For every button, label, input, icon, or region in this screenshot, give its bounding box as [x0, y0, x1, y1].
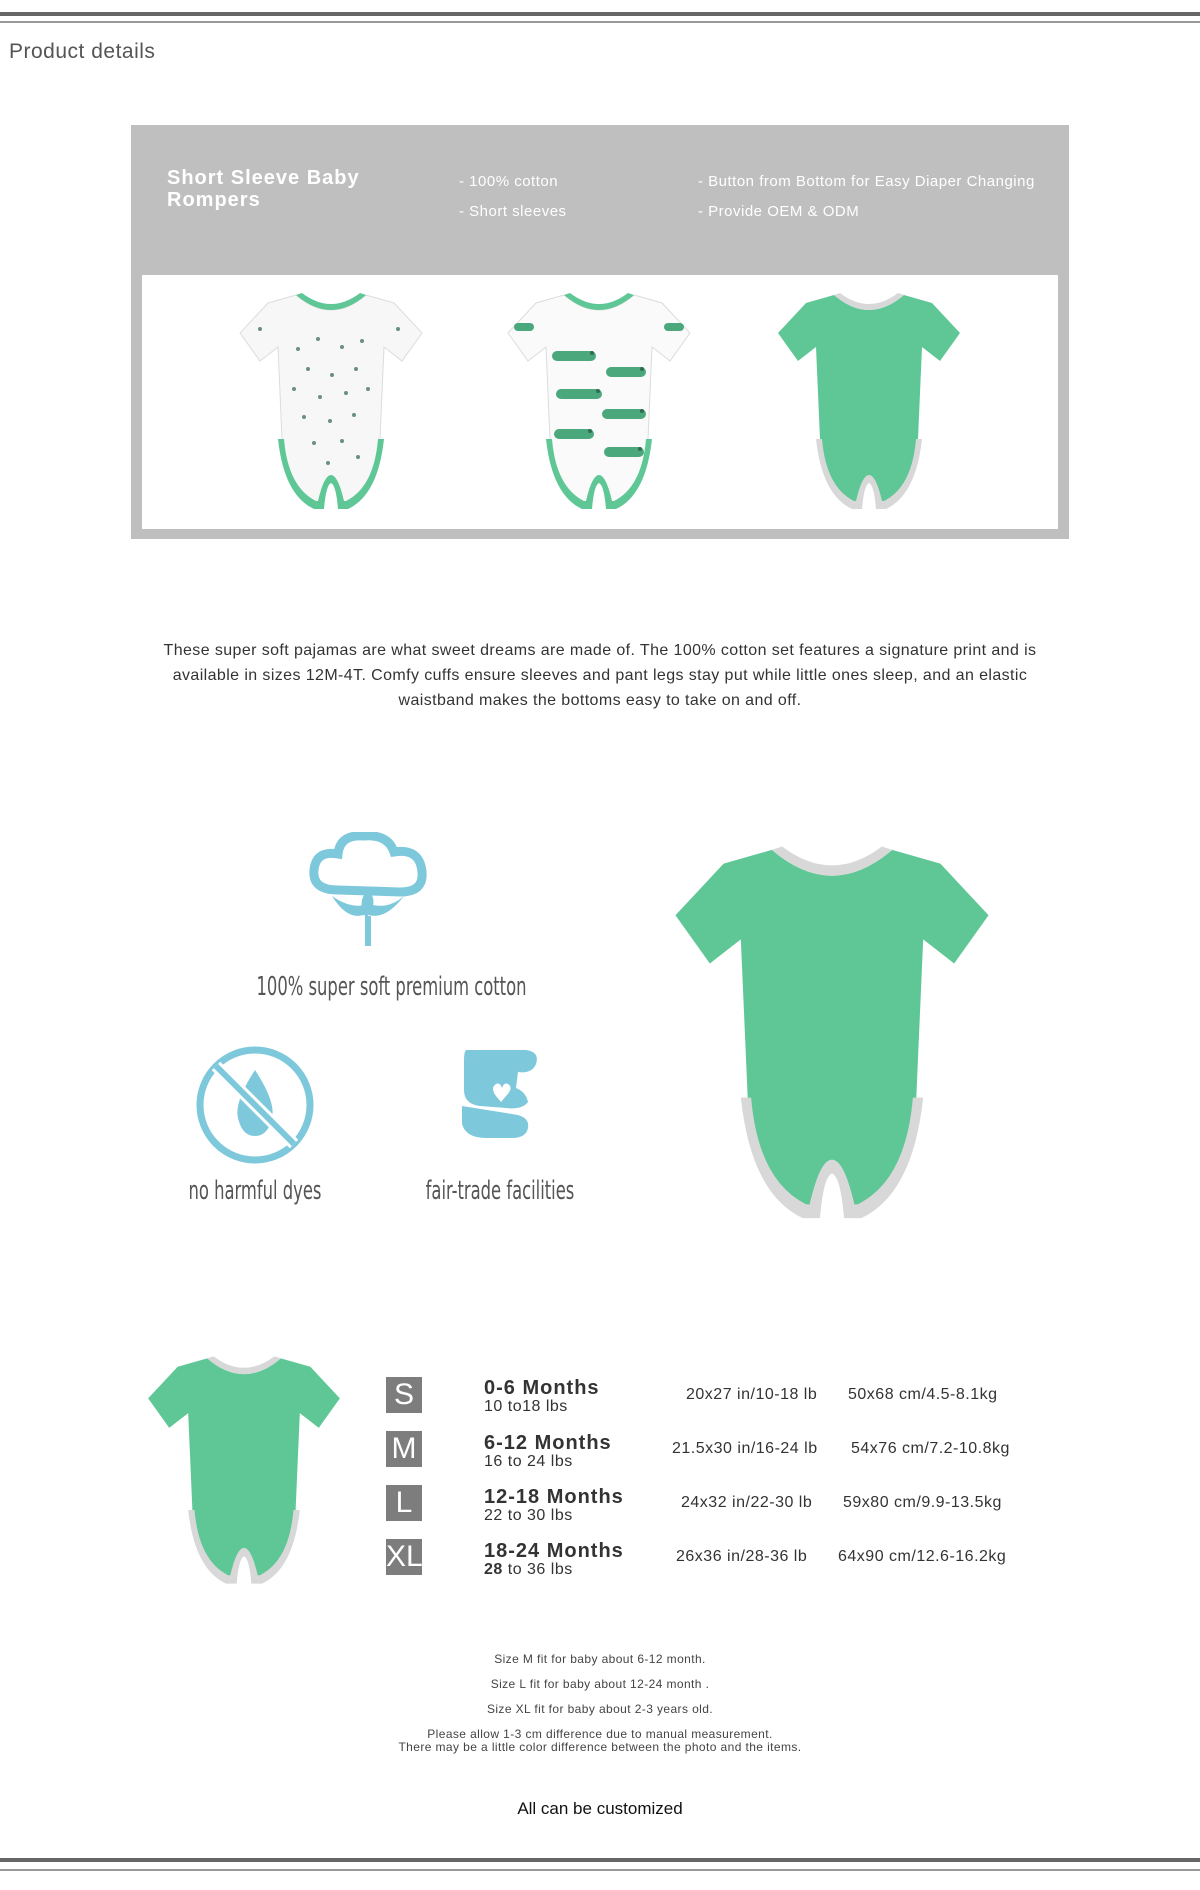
size-inches: 20x27 in/10-18 lb [686, 1386, 818, 1403]
romper-large-image [672, 834, 992, 1234]
romper-solid-green-image [776, 289, 962, 515]
top-rule-thick [0, 12, 1200, 16]
size-months: 18-24 Months [484, 1540, 624, 1562]
bottom-rule-thick [0, 1858, 1200, 1862]
size-weight-bold: 28 [484, 1561, 503, 1578]
feature-button-bottom: - Button from Bottom for Easy Diaper Changing [698, 173, 1035, 190]
romper-crocodile-image [506, 289, 692, 515]
size-metric: 59x80 cm/9.9-13.5kg [843, 1494, 1002, 1511]
size-metric: 54x76 cm/7.2-10.8kg [851, 1440, 1010, 1457]
feature-cotton: - 100% cotton [459, 173, 559, 190]
size-badge-xl: XL [386, 1540, 423, 1573]
size-inches: 21.5x30 in/16-24 lb [672, 1440, 818, 1457]
measurement-note: Please allow 1-3 cm difference due to manual measurement. [427, 1727, 773, 1741]
customization-note: All can be customized [517, 1799, 683, 1818]
size-badge-l: L [386, 1485, 422, 1521]
feature-oem-odm: - Provide OEM & ODM [698, 203, 860, 220]
product-banner [131, 125, 1069, 539]
size-badge-m: M [386, 1431, 422, 1467]
no-dyes-icon [194, 1044, 316, 1166]
size-weight [484, 1561, 573, 1579]
cotton-flower-icon [308, 832, 430, 950]
no-dyes-label: no harmful dyes [188, 1176, 322, 1206]
size-months: 6-12 Months [484, 1432, 612, 1454]
size-note: Size XL fit for baby about 2-3 years old. [486, 1702, 714, 1716]
cotton-badge-label: 100% super soft premium cotton [256, 972, 527, 1002]
size-weight: 16 to 24 lbs [484, 1453, 573, 1470]
size-months: 12-18 Months [484, 1486, 624, 1508]
section-title: Product details [9, 40, 156, 63]
fair-trade-label: fair-trade facilities [425, 1176, 575, 1206]
size-metric: 64x90 cm/12.6-16.2kg [838, 1548, 1007, 1565]
romper-dotted-image [238, 289, 424, 515]
romper-size-chart-image [146, 1352, 342, 1590]
bottom-rule-thin [0, 1869, 1200, 1871]
size-inches: 24x32 in/22-30 lb [681, 1494, 813, 1511]
feature-short-sleeves: - Short sleeves [459, 203, 567, 220]
top-rule-thin [0, 21, 1200, 23]
banner-title: Short Sleeve Baby Rompers [167, 167, 360, 211]
size-note: Size L fit for baby about 12-24 month . [490, 1677, 710, 1691]
product-description: These super soft pajamas are what sweet dreams are made of. The 100% cotton set features a signature print and is available in sizes 12M-4T. Comfy cuffs ensure sleeves and pant legs stay put while little ones sleep, and an elastic waistband makes the bottoms easy to take on and off. [163, 642, 1037, 709]
color-note: There may be a little color difference between the photo and the items. [398, 1740, 802, 1754]
size-badge-s: S [386, 1377, 422, 1413]
fair-trade-hands-icon [456, 1044, 542, 1152]
size-weight: 10 to18 lbs [484, 1398, 568, 1415]
size-months: 0-6 Months [484, 1377, 600, 1399]
size-metric: 50x68 cm/4.5-8.1kg [848, 1386, 998, 1403]
size-weight-rest: to 36 lbs [502, 1561, 573, 1578]
size-weight: 22 to 30 lbs [484, 1507, 573, 1524]
size-inches: 26x36 in/28-36 lb [676, 1548, 808, 1565]
banner-photo-strip [142, 275, 1058, 529]
size-note: Size M fit for baby about 6-12 month. [494, 1652, 706, 1666]
